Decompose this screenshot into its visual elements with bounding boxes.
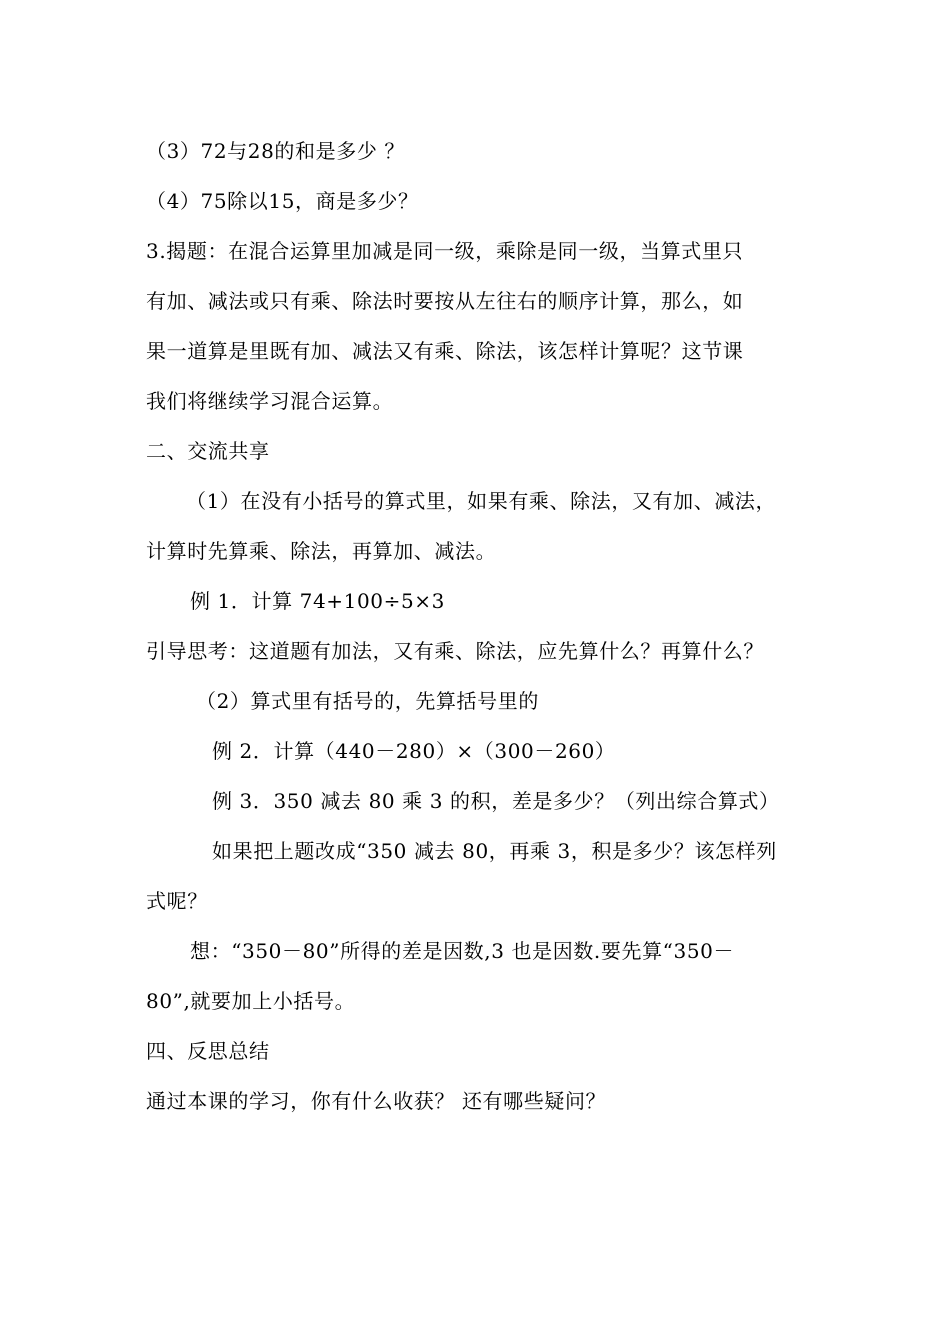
text-line-18: 80”,就要加上小括号。 bbox=[146, 989, 356, 1013]
text-line-15: 如果把上题改成“350 减去 80，再乘 3，积是多少？该怎样列 bbox=[212, 839, 777, 863]
text-line-20: 通过本课的学习，你有什么收获？ 还有哪些疑问？ bbox=[146, 1089, 607, 1113]
text-line-17: 想：“350－80”所得的差是因数,3 也是因数.要先算“350－ bbox=[190, 939, 735, 963]
text-line-4: 有加、减法或只有乘、除法时要按从左往右的顺序计算，那么，如 bbox=[146, 289, 744, 313]
text-line-6: 我们将继续学习混合运算。 bbox=[146, 389, 394, 413]
text-line-3: 3.揭题：在混合运算里加减是同一级，乘除是同一级，当算式里只 bbox=[146, 239, 744, 263]
text-line-5: 果一道算是里既有加、减法又有乘、除法，该怎样计算呢？这节课 bbox=[146, 339, 744, 363]
example-1: 例 1．计算 74+100÷5×3 bbox=[190, 589, 445, 613]
text-line-8: （1）在没有小括号的算式里，如果有乘、除法，又有加、减法， bbox=[186, 489, 777, 513]
text-line-2: （4）75除以15，商是多少？ bbox=[146, 189, 419, 213]
text-line-1: （3）72与28的和是多少 ？ bbox=[146, 139, 405, 163]
example-2: 例 2．计算（440－280）×（300－260） bbox=[212, 739, 616, 763]
example-3: 例 3．350 减去 80 乘 3 的积，差是多少？（列出综合算式） bbox=[212, 789, 780, 813]
text-line-11: 引导思考：这道题有加法，又有乘、除法，应先算什么？再算什么？ bbox=[146, 639, 764, 663]
text-line-16: 式呢？ bbox=[146, 889, 208, 913]
text-line-12: （2）算式里有括号的，先算括号里的 bbox=[196, 689, 539, 713]
text-line-9: 计算时先算乘、除法，再算加、减法。 bbox=[146, 539, 497, 563]
section-heading-reflection: 四、反思总结 bbox=[146, 1039, 270, 1063]
section-heading-exchange: 二、交流共享 bbox=[146, 439, 270, 463]
